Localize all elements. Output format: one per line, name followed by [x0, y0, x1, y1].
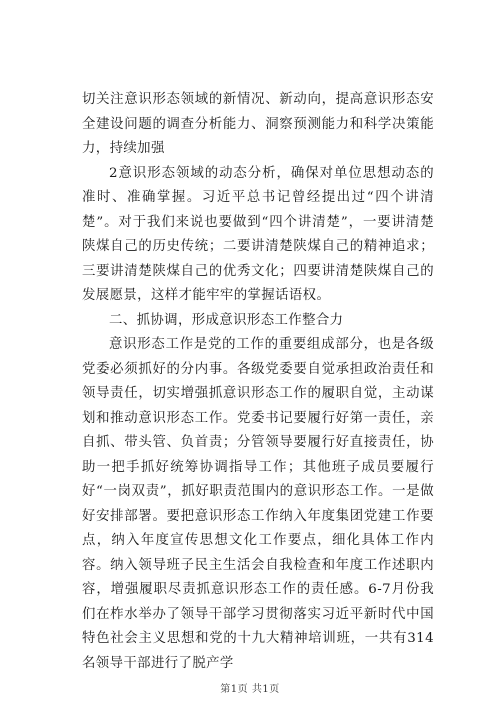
paragraph-continuation: 切关注意识形态领域的新情况、新动向，提高意识形态安全建设问题的调查分析能力、洞察预测能力和科学决策能力，持续加强 — [82, 92, 434, 156]
section-heading: 二、抓协调，形成意识形态工作整合力 — [109, 312, 344, 328]
paragraph-ideology-work: 意识形态工作是党的工作的重要组成部分，也是各级党委必须抓好的分内事。各级党委要自觉承担政治责任和领导责任，切实增强抓意识形态工作的履职自觉，主动谋划和推动意识形态工作。党委书记要履行好第一责任，亲自抓、带头管、负首责；分管领导要履行好直接责任，协助一把手抓好统筹协调指导工作；其他班子成员要履行好“一岗双责”，抓好职责范围内的意识形态工作。一是做好安排部署。要把意识形态工作纳入年度集团党建工作要点，纳入年度宣传思想文化工作要点，细化具体工作内容。纳入领导班子民主生活会自我检查和年度工作述职内容，增强履职尽责抓意识形态工作的责任感。6-7月份我们在柞水举办了领导干部学习贯彻落实习近平新时代中国特色社会主义思想和党的十九大精神培训班，一共有314名领导干部进行了脱产学 — [82, 337, 434, 671]
document-body — [82, 88, 434, 676]
page-footer: 第1页 共1页 — [220, 684, 280, 695]
paragraph-dynamic-analysis: 2意识形态领域的动态分析，确保对单位思想动态的准时、准确掌握。习近平总书记曾经提出过“四个讲清楚”。对于我们来说也要做到“四个讲清楚”，一要讲清楚陕煤自己的历史传统；二要讲清楚陕煤自己的精神追求；三要讲清楚陕煤自己的优秀文化；四要讲清楚陕煤自己的发展愿景，这样才能牢牢的掌握话语权。 — [82, 165, 434, 303]
